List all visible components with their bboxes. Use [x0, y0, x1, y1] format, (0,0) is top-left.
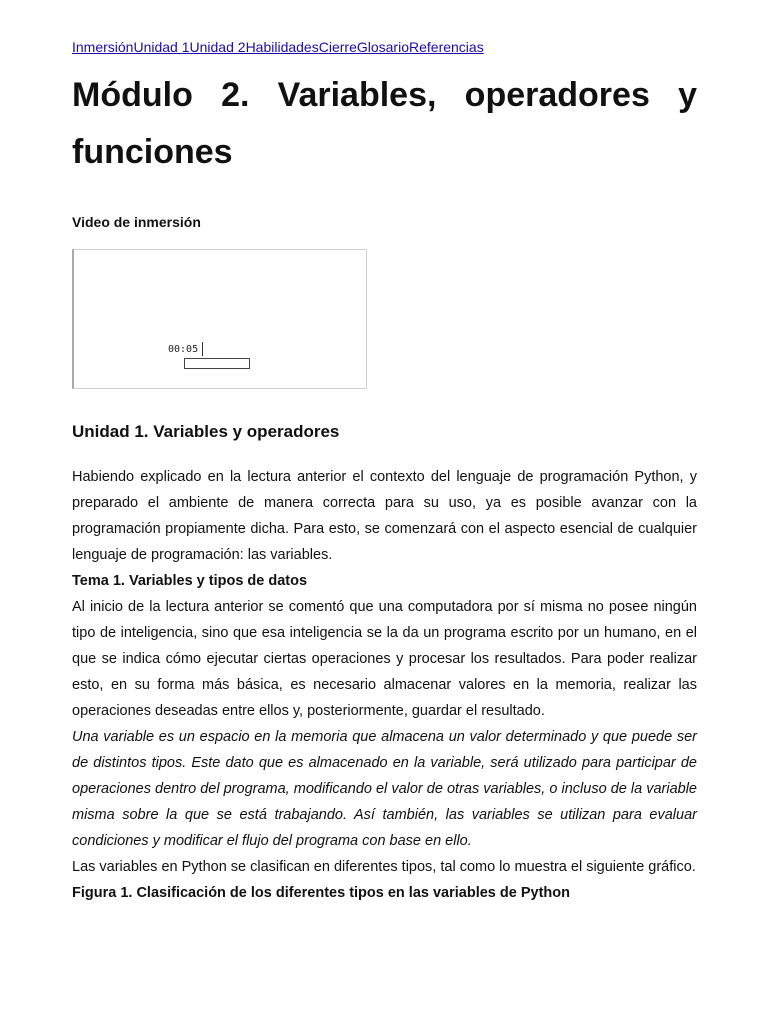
nav-link-inmersion[interactable]: Inmersión	[72, 39, 134, 55]
nav-link-unidad-1[interactable]: Unidad 1	[133, 39, 190, 55]
body-paragraph: Al inicio de la lectura anterior se comentó que una computadora por sí misma no posee ningún tipo de inteligencia, sino que esa inteligencia se la da un programa escrito por un humano, en el que se indica cómo ejecutar ciertas operaciones y procesar los resultados. Para poder realizar esto, en su forma más básica, es necesario almacenar valores en la memoria, realizar las operaciones deseadas entre ellos y, posteriormente, guardar el resultado.	[72, 599, 697, 719]
video-time-marker	[202, 342, 203, 356]
unit-heading: Unidad 1. Variables y operadores	[72, 422, 340, 441]
nav-link-glosario[interactable]: Glosario	[356, 39, 409, 55]
topic-heading: Tema 1. Variables y tipos de datos	[72, 573, 308, 589]
page-title: Módulo 2. Variables, operadores y funciones	[72, 76, 697, 171]
intro-paragraph: Habiendo explicado en la lectura anterior el contexto del lenguaje de programación Python, y preparado el ambiente de manera correcta para su uso, ya es posible avanzar con la programación propiamente dicha. Para esto, se comenzará con el aspecto esencial de cualquier lenguaje de programación: las variables.	[72, 469, 697, 563]
figure-caption: Figura 1. Clasificación de los diferentes tipos en las variables de Python	[72, 885, 570, 901]
nav-link-cierre[interactable]: Cierre	[318, 39, 357, 55]
video-time: 00:05	[168, 344, 199, 355]
section-nav	[72, 38, 697, 56]
video-progress-bar[interactable]	[184, 358, 250, 369]
video-player[interactable]	[72, 249, 367, 389]
nav-link-habilidades[interactable]: Habilidades	[245, 39, 319, 55]
video-heading: Video de inmersión	[72, 214, 201, 230]
nav-link-referencias[interactable]: Referencias	[409, 39, 484, 55]
definition-paragraph: Una variable es un espacio en la memoria que almacena un valor determinado y que puede ser de distintos tipos. Este dato que es almacenado en la variable, será utilizado para participar de operaciones dentro del programa, modificando el valor de otras variables, o incluso de la variable misma sobre la que se está trabajando. Así también, las variables se utilizan para evaluar condiciones y modificar el flujo del programa con base en ello.	[72, 729, 697, 849]
nav-link-unidad-2[interactable]: Unidad 2	[189, 39, 246, 55]
classification-paragraph: Las variables en Python se clasifican en diferentes tipos, tal como lo muestra el siguiente gráfico.	[72, 859, 696, 875]
document-content	[72, 38, 697, 906]
